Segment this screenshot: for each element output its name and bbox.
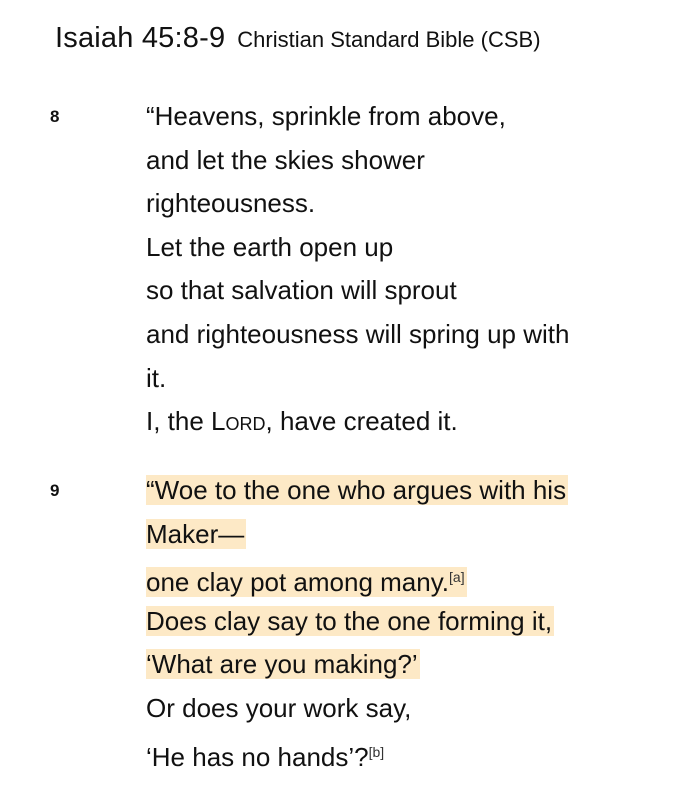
verse-line: and righteousness will spring up with	[146, 318, 570, 349]
highlighted-text[interactable]: Does clay say to the one forming it,	[146, 605, 553, 636]
highlighted-text[interactable]: ‘What are you making?’	[146, 649, 418, 680]
verse-line: “Heavens, sprinkle from above,	[146, 101, 506, 131]
verse-line: ‘He has no hands’?[b]	[146, 741, 385, 772]
divine-name: Lord	[211, 406, 266, 437]
verse-line: Let the earth open up	[146, 231, 394, 262]
verse-line: Or does your work say,	[146, 692, 412, 723]
bible-version: Christian Standard Bible (CSB)	[237, 27, 541, 52]
highlighted-text[interactable]: one clay pot among many.[a]	[146, 567, 465, 598]
highlighted-text[interactable]: “Woe to the one who argues with his	[146, 475, 567, 505]
verse-line: righteousness.	[146, 188, 316, 219]
verse-line: it.	[146, 362, 167, 393]
verse-line	[146, 513, 646, 557]
verse-number-8: 8	[50, 107, 60, 126]
verse-line: so that salvation will sprout	[146, 275, 457, 306]
passage-reference: Isaiah 45:8-9	[55, 22, 226, 54]
footnote-link-b[interactable]: [b]	[368, 743, 385, 760]
verse-number-9: 9	[50, 481, 60, 500]
verse-line: and let the skies shower	[146, 144, 425, 175]
highlighted-text[interactable]: Maker—	[146, 518, 245, 549]
verse-line	[146, 469, 646, 513]
passage-header	[55, 22, 541, 55]
verse-line	[146, 600, 646, 644]
verse-8-text	[146, 95, 646, 444]
verse-line	[146, 643, 646, 687]
verse-line: I, the Lord, have created it.	[146, 406, 458, 437]
verse-9-text	[146, 469, 646, 774]
verse-line	[146, 556, 646, 600]
footnote-link-a[interactable]: [a]	[449, 569, 465, 586]
